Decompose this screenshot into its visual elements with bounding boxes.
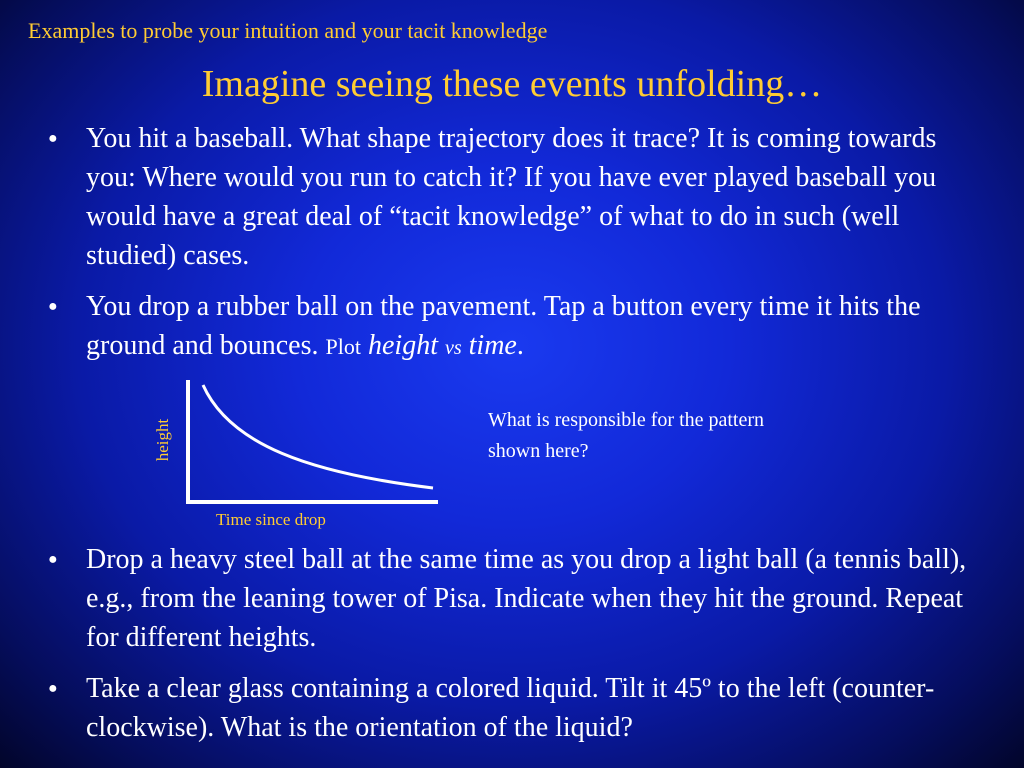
bullet-text-main: You drop a rubber ball on the pavement. Tap a button every time it hits the ground and bounces. (86, 291, 921, 361)
y-axis-label: height (153, 418, 172, 462)
bullet-icon: ● (48, 551, 58, 568)
slide-header: Examples to probe your intuition and your tacit knowledge (28, 18, 548, 43)
bullet-item-baseball (36, 119, 976, 275)
decay-curve (203, 385, 433, 488)
bullet-item-glass (36, 669, 976, 747)
bullet-text: Take a clear glass containing a colored liquid. Tilt it 45º to the left (counter-clockwise). What is the orientation of the liquid? (86, 673, 935, 743)
bullet-icon: ● (48, 680, 58, 697)
bullet-text: Drop a heavy steel ball at the same time as you drop a light ball (a tennis ball), e.g., from the leaning tower of Pisa. Indicate when they hit the ground. Repeat for different heights. (86, 544, 967, 653)
figure-question: What is responsible for the pattern shown here? (488, 409, 765, 462)
bullet-text: You hit a baseball. What shape trajectory does it trace? It is coming towards you: Where would you run to catch it? If you have ever played baseball you would have a great deal of “tacit knowledge” of what to do in such (well studied) cases. (86, 123, 937, 271)
vs-word: vs (444, 337, 462, 359)
bullet-item-steel-ball (36, 540, 976, 657)
bullet-item-rubber-ball (36, 287, 976, 368)
time-word: time (468, 330, 517, 361)
x-axis-label: Time since drop (216, 510, 326, 529)
sentence-end: . (516, 330, 524, 361)
bullet-icon: ● (48, 130, 58, 147)
plot-word: Plot (325, 334, 361, 359)
bullet-text (86, 287, 976, 368)
height-word: height (367, 330, 438, 361)
bullet-icon: ● (48, 298, 58, 315)
slide-title: Imagine seeing these events unfolding… (201, 63, 823, 105)
